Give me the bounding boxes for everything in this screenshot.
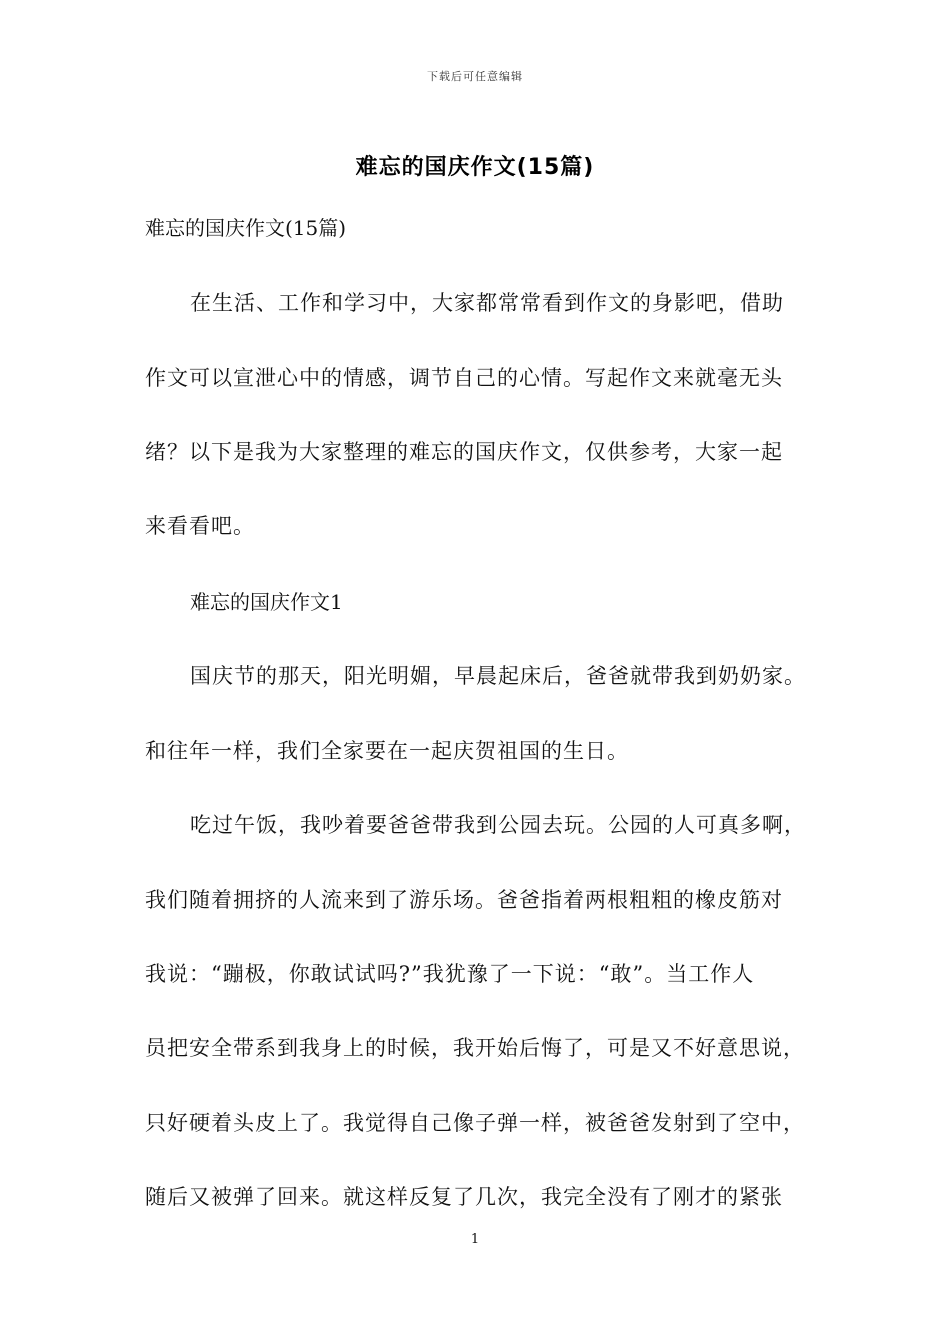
paragraph2-line-3: 我说：“蹦极，你敢试试吗?”我犹豫了一下说：“敢”。当工作人 [145,962,755,986]
intro-line-4: 来看看吧。 [145,514,255,538]
paragraph2-line-5: 只好硬着头皮上了。我觉得自己像子弹一样，被爸爸发射到了空中， [145,1111,805,1135]
paragraph1-line-1: 国庆节的那天，阳光明媚，早晨起床后，爸爸就带我到奶奶家。 [190,664,806,688]
paragraph2-line-2: 我们随着拥挤的人流来到了游乐场。爸爸指着两根粗粗的橡皮筋对 [145,888,783,912]
header-note: 下载后可任意编辑 [427,70,523,83]
paragraph2-line-1: 吃过午饭，我吵着要爸爸带我到公园去玩。公园的人可真多啊， [190,813,806,837]
paragraph2-line-4: 员把安全带系到我身上的时候，我开始后悔了，可是又不好意思说， [145,1036,805,1060]
intro-line-1: 在生活、工作和学习中，大家都常常看到作文的身影吧，借助 [190,291,784,315]
section-heading: 难忘的国庆作文1 [190,590,343,614]
document-subtitle: 难忘的国庆作文(15篇) [145,216,347,240]
paragraph1-line-2: 和往年一样，我们全家要在一起庆贺祖国的生日。 [145,739,629,763]
page-number: 1 [470,1232,480,1247]
intro-line-2: 作文可以宣泄心中的情感，调节自己的心情。写起作文来就毫无头 [145,366,783,390]
intro-line-3: 绪？以下是我为大家整理的难忘的国庆作文，仅供参考，大家一起 [145,440,783,464]
document-title: 难忘的国庆作文(15篇) [355,155,595,180]
paragraph2-line-6: 随后又被弹了回来。就这样反复了几次，我完全没有了刚才的紧张 [145,1185,783,1209]
